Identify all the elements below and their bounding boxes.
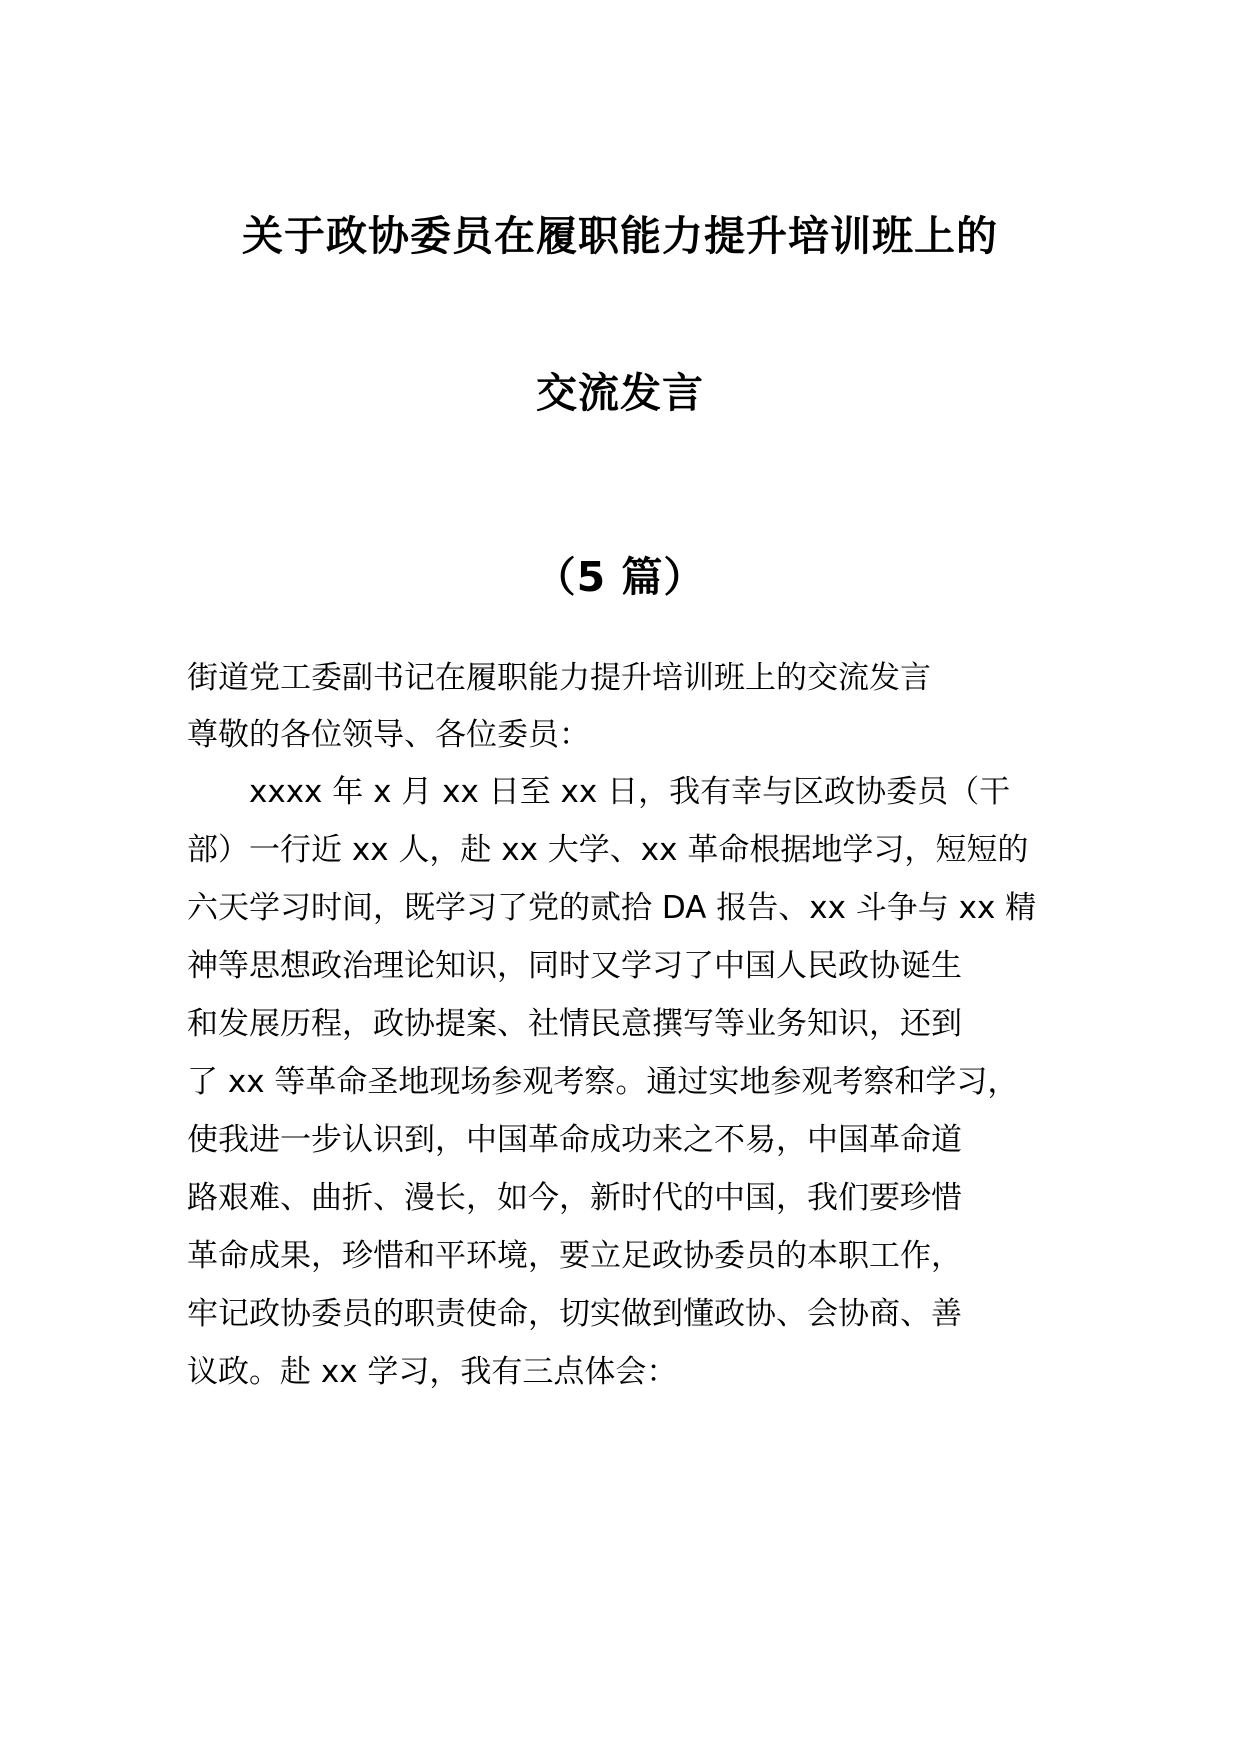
paragraph-line: 牢记政协委员的职责使命，切实做到懂政协、会协商、善 [187,1296,962,1332]
paragraph-line: 和发展历程，政协提案、社情民意撰写等业务知识，还到 [187,1006,962,1042]
document-title-line-1: 关于政协委员在履职能力提升培训班上的 [242,212,998,260]
paragraph-line: 革命成果，珍惜和平环境，要立足政协委员的本职工作， [187,1238,962,1274]
paragraph-line: 路艰难、曲折、漫长，如今，新时代的中国，我们要珍惜 [187,1180,962,1216]
paragraph-line: 使我进一步认识到，中国革命成功来之不易，中国革命道 [187,1122,962,1158]
paragraph-line: 了 xx 等革命圣地现场参观考察。通过实地参观考察和学习， [187,1064,1019,1100]
paragraph-line: xxxx 年 x 月 xx 日至 xx 日，我有幸与区政协委员（干 [187,774,1011,810]
section-heading: 街道党工委副书记在履职能力提升培训班上的交流发言 [187,660,931,696]
salutation: 尊敬的各位领导、各位委员： [187,717,590,753]
article-count-label: （5 篇） [534,553,706,601]
document-title-line-2: 交流发言 [536,369,704,417]
paragraph-line: 六天学习时间，既学习了党的贰拾 DA 报告、xx 斗争与 xx 精 [187,890,1037,926]
paragraph-line: 神等思想政治理论知识，同时又学习了中国人民政协诞生 [187,948,962,984]
paragraph-line: 议政。赴 xx 学习，我有三点体会： [187,1354,678,1390]
paragraph-line: 部）一行近 xx 人，赴 xx 大学、xx 革命根据地学习，短短的 [187,832,1029,868]
